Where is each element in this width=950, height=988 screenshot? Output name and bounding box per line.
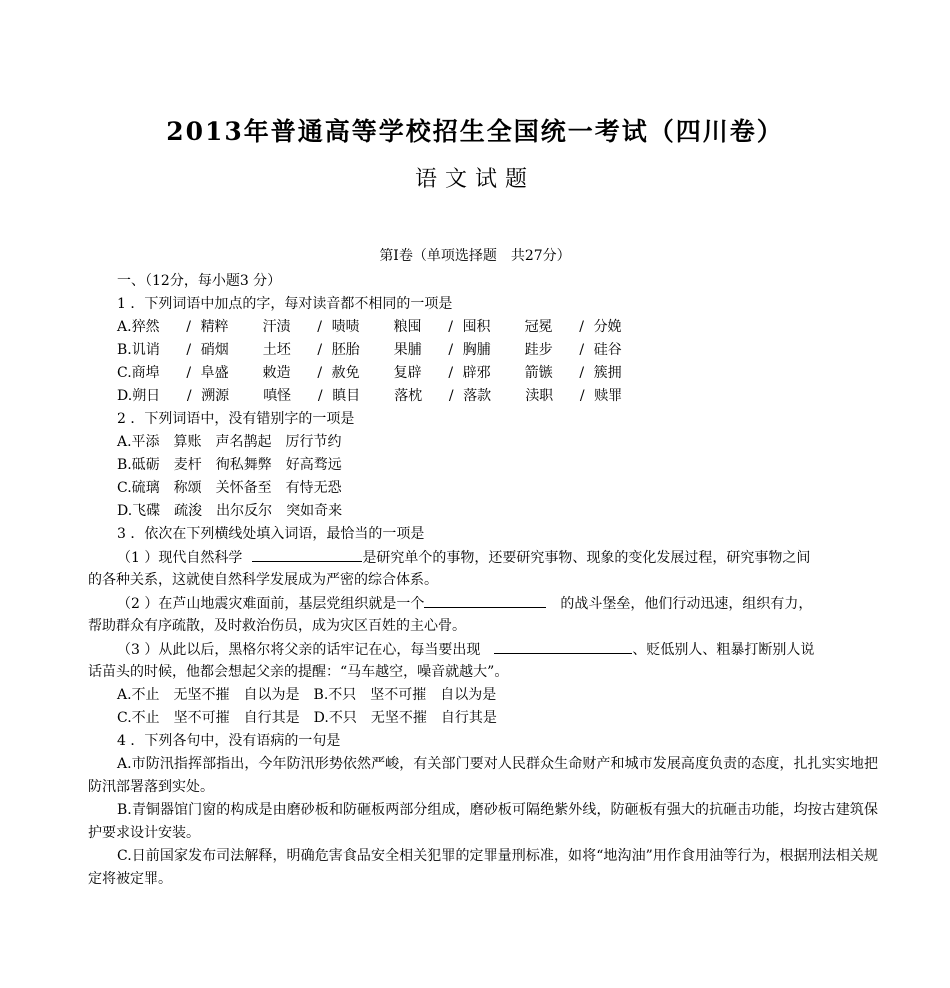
- q1-word: 分娩: [593, 319, 622, 335]
- q1-separator: /: [579, 319, 584, 335]
- q1-word: 跬步: [524, 342, 553, 358]
- q1-separator: /: [317, 342, 323, 358]
- q1-separator: /: [579, 365, 585, 381]
- q3-s1-pre: （1 ）现代自然科学: [117, 550, 243, 566]
- q1-word: 胚胎: [331, 342, 360, 358]
- q1-separator: /: [186, 365, 192, 381]
- q1-word: 阜盛: [200, 365, 229, 381]
- q1-word: 商埠: [131, 365, 160, 381]
- q1-word: 簇拥: [593, 365, 622, 381]
- q1-option-row: [88, 339, 878, 362]
- q1-word: 落款: [463, 388, 492, 404]
- q1-separator: /: [579, 388, 585, 404]
- q3-sentence-2: [88, 592, 878, 615]
- q3-options-cd: C.不止 坚不可摧 自行其是 D.不只 无坚不摧 自行其是: [117, 710, 497, 726]
- q3-s3-pre: （3 ）从此以后，黑格尔将父亲的话牢记在心，每当要出现: [117, 642, 481, 658]
- q3-s2-pre: （2 ）在芦山地震灾难面前，基层党组织就是一个: [117, 596, 425, 612]
- q3-options-ab: A.不止 无坚不摧 自以为是 B.不只 坚不可摧 自以为是: [117, 687, 497, 703]
- section-header: 第Ⅰ卷（单项选择题 共27分）: [379, 248, 571, 264]
- q1-option-row: [88, 316, 878, 339]
- q1-word: 落枕: [394, 388, 423, 404]
- q1-option-row: [88, 385, 878, 408]
- q1-separator: /: [448, 388, 454, 404]
- q1-option-label: B.: [117, 342, 132, 358]
- q1-word: 粮囤: [393, 319, 422, 335]
- q1-option-label: D.: [117, 388, 133, 404]
- q3-blank-1: [252, 546, 362, 562]
- exam-body: [88, 270, 878, 891]
- q1-word: 汗渍: [262, 319, 291, 335]
- q1-separator: /: [317, 319, 322, 335]
- q1-word: 赎罪: [594, 388, 623, 404]
- exam-subtitle: 语文试题: [414, 167, 535, 192]
- q1-separator: /: [448, 319, 453, 335]
- q1-option-label: C.: [117, 365, 132, 381]
- q1-word: 渎职: [525, 388, 554, 404]
- q3-s3-cont: 话苗头的时候，他都会想起父亲的提醒：“马车越空，噪音就越大”。: [88, 664, 509, 680]
- q1-separator: /: [448, 342, 454, 358]
- q2-option-b: B.砥砺 麦杆 徇私舞弊 好高骛远: [117, 457, 342, 473]
- q3-s1-cont: 的各种关系，这就使自然科学发展成为严密的综合体系。: [88, 572, 438, 588]
- exam-title: 2013年普通高等学校招生全国统一考试（四川卷）: [166, 117, 784, 146]
- q1-separator: /: [317, 365, 323, 381]
- q1-separator: /: [317, 388, 323, 404]
- q1-separator: /: [448, 365, 454, 381]
- q3-s2-cont: 帮助群众有序疏散，及时救治伤员，成为灾区百姓的主心骨。: [88, 618, 466, 634]
- q1-word: 复辟: [393, 365, 422, 381]
- q2-option-d: D.飞碟 疏浚 出尔反尔 突如奇来: [117, 503, 343, 519]
- q1-separator: /: [186, 342, 192, 358]
- q3-blank-2: [424, 592, 546, 608]
- q3-s3-post: 、贬低别人、粗暴打断别人说: [632, 642, 815, 658]
- part-one-heading: 一、（12分，每小题3 分）: [117, 273, 282, 289]
- q1-word: 溯源: [201, 388, 230, 404]
- q3-blank-3: [494, 638, 632, 654]
- q1-word: 精粹: [200, 319, 229, 335]
- q1-word: 瞋目: [332, 388, 361, 404]
- q2-option-c: C.硫璃 称颂 关怀备至 有恃无恐: [117, 480, 342, 496]
- q1-word: 赦免: [331, 365, 360, 381]
- q1-word: 讥诮: [131, 342, 160, 358]
- q1-word: 猝然: [131, 319, 160, 335]
- q3-s1-post: 是研究单个的事物，还要研究事物、现象的变化发展过程，研究事物之间: [362, 550, 811, 566]
- q3-sentence-3: [88, 638, 878, 661]
- q4-option-a: A.市防汛指挥部指出，今年防汛形势依然严峻，有关部门要对人民群众生命财产和城市发展高度负责的态度，扎扎实实地把防汛部署落到实处。: [88, 756, 878, 795]
- q1-separator: /: [186, 319, 191, 335]
- q3-stem: 3 ．依次在下列横线处填入词语，最恰当的一项是: [117, 526, 425, 542]
- q4-option-c: C.日前国家发布司法解释，明确危害食品安全相关犯罪的定罪量刑标准，如将“地沟油”用作食用油等行为，根据刑法相关规定将被定罪。: [88, 848, 878, 887]
- q1-stem: 1 ．下列词语中加点的字，每对读音都不相同的一项是: [117, 296, 453, 312]
- q1-word: 冠冕: [524, 319, 553, 335]
- q1-word: 硝烟: [200, 342, 229, 358]
- q2-stem: 2 ．下列词语中，没有错别字的一项是: [117, 411, 355, 427]
- q1-word: 胸脯: [462, 342, 491, 358]
- q1-word: 啧啧: [331, 319, 360, 335]
- q4-stem: 4 ．下列各句中，没有语病的一句是: [117, 733, 341, 749]
- q1-option-label: A.: [117, 319, 132, 335]
- q1-options: [88, 316, 878, 408]
- q1-word: 辟邪: [462, 365, 491, 381]
- q1-word: 敕造: [262, 365, 291, 381]
- q1-word: 朔日: [132, 388, 161, 404]
- q1-word: 硅谷: [593, 342, 622, 358]
- q4-option-b: B.青铜器馆门窗的构成是由磨砂板和防砸板两部分组成，磨砂板可隔绝紫外线，防砸板有强大的抗砸击功能，均按古建筑保护要求设计安装。: [88, 802, 878, 841]
- q1-separator: /: [579, 342, 585, 358]
- q1-word: 果脯: [393, 342, 422, 358]
- q1-word: 囤积: [462, 319, 491, 335]
- q1-separator: /: [186, 388, 192, 404]
- q3-sentence-1: [88, 546, 878, 569]
- q1-word: 嗔怪: [263, 388, 292, 404]
- q1-word: 土坯: [262, 342, 291, 358]
- q2-option-a: A.平添 算账 声名鹊起 厉行节约: [117, 434, 342, 450]
- q1-word: 箭镞: [524, 365, 553, 381]
- q1-option-row: [88, 362, 878, 385]
- q3-s2-post: 的战斗堡垒，他们行动迅速，组织有力，: [560, 596, 813, 612]
